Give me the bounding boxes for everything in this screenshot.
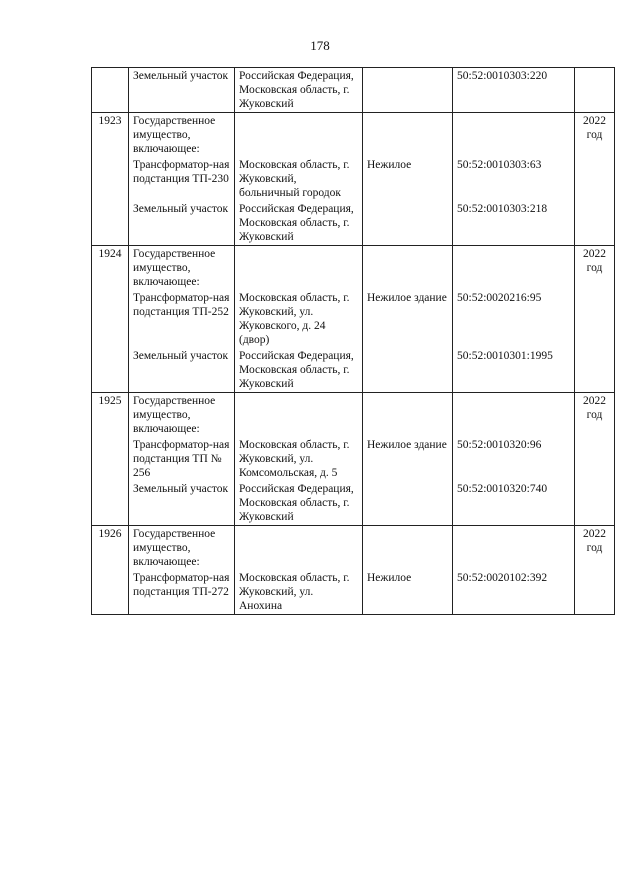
- row-number-cell: 1924: [92, 246, 129, 291]
- address-cell: Московская область, г. Жуковский, больничный городок: [235, 157, 363, 201]
- object-name-cell: Государственное имущество, включающее:: [129, 526, 235, 571]
- purpose-cell: [363, 481, 453, 526]
- object-name-cell: Трансформатор-ная подстанция ТП № 256: [129, 437, 235, 481]
- cadastral-number-cell: 50:52:0020216:95: [453, 290, 575, 348]
- address-cell: Российская Федерация, Московская область, г. Жуковский: [235, 481, 363, 526]
- cadastral-number-cell: [453, 526, 575, 571]
- property-registry-table: [91, 67, 615, 615]
- cadastral-number-cell: 50:52:0020102:392: [453, 570, 575, 615]
- year-cell: [575, 437, 615, 481]
- purpose-cell: Нежилое: [363, 570, 453, 615]
- row-number-cell: [92, 157, 129, 201]
- object-name-cell: Трансформатор-ная подстанция ТП-230: [129, 157, 235, 201]
- row-number-cell: 1925: [92, 393, 129, 438]
- year-cell: [575, 570, 615, 615]
- address-cell: Московская область, г. Жуковский, ул. Анохина: [235, 570, 363, 615]
- cadastral-number-cell: 50:52:0010303:220: [453, 68, 575, 113]
- table-row: [92, 348, 615, 393]
- table-row: [92, 68, 615, 113]
- address-cell: Российская Федерация, Московская область, г. Жуковский: [235, 68, 363, 113]
- table-row: [92, 246, 615, 291]
- object-name-cell: Земельный участок: [129, 348, 235, 393]
- object-name-cell: Государственное имущество, включающее:: [129, 246, 235, 291]
- year-cell: [575, 68, 615, 113]
- row-number-cell: 1926: [92, 526, 129, 571]
- cadastral-number-cell: 50:52:0010320:740: [453, 481, 575, 526]
- table-row: [92, 290, 615, 348]
- year-cell: [575, 201, 615, 246]
- cadastral-number-cell: 50:52:0010303:63: [453, 157, 575, 201]
- purpose-cell: [363, 113, 453, 158]
- object-name-cell: Государственное имущество, включающее:: [129, 393, 235, 438]
- purpose-cell: [363, 246, 453, 291]
- address-cell: [235, 113, 363, 158]
- year-cell: [575, 481, 615, 526]
- year-cell: [575, 348, 615, 393]
- table-row: [92, 526, 615, 571]
- purpose-cell: [363, 393, 453, 438]
- purpose-cell: Нежилое здание: [363, 437, 453, 481]
- purpose-cell: Нежилое здание: [363, 290, 453, 348]
- row-number-cell: [92, 481, 129, 526]
- address-cell: Российская Федерация, Московская область, г. Жуковский: [235, 348, 363, 393]
- year-cell: 2022 год: [575, 113, 615, 158]
- table-row: [92, 481, 615, 526]
- cadastral-number-cell: [453, 393, 575, 438]
- table-row: [92, 570, 615, 615]
- page-number: 178: [310, 38, 330, 53]
- cadastral-number-cell: [453, 246, 575, 291]
- cadastral-number-cell: 50:52:0010320:96: [453, 437, 575, 481]
- purpose-cell: Нежилое: [363, 157, 453, 201]
- row-number-cell: 1923: [92, 113, 129, 158]
- object-name-cell: Земельный участок: [129, 68, 235, 113]
- purpose-cell: [363, 201, 453, 246]
- row-number-cell: [92, 348, 129, 393]
- object-name-cell: Государственное имущество, включающее:: [129, 113, 235, 158]
- address-cell: [235, 526, 363, 571]
- table-row: [92, 393, 615, 438]
- table-row: [92, 157, 615, 201]
- address-cell: Российская Федерация, Московская область, г. Жуковский: [235, 201, 363, 246]
- year-cell: 2022 год: [575, 393, 615, 438]
- address-cell: [235, 393, 363, 438]
- table-row: [92, 113, 615, 158]
- address-cell: Московская область, г. Жуковский, ул. Жуковского, д. 24 (двор): [235, 290, 363, 348]
- year-cell: 2022 год: [575, 526, 615, 571]
- purpose-cell: [363, 348, 453, 393]
- object-name-cell: Трансформатор-ная подстанция ТП-272: [129, 570, 235, 615]
- row-number-cell: [92, 290, 129, 348]
- object-name-cell: Земельный участок: [129, 201, 235, 246]
- object-name-cell: Трансформатор-ная подстанция ТП-252: [129, 290, 235, 348]
- row-number-cell: [92, 68, 129, 113]
- table-row: [92, 437, 615, 481]
- cadastral-number-cell: 50:52:0010303:218: [453, 201, 575, 246]
- year-cell: 2022 год: [575, 246, 615, 291]
- purpose-cell: [363, 526, 453, 571]
- row-number-cell: [92, 201, 129, 246]
- cadastral-number-cell: [453, 113, 575, 158]
- registry-body: [92, 68, 615, 615]
- table-row: [92, 201, 615, 246]
- year-cell: [575, 290, 615, 348]
- address-cell: Московская область, г. Жуковский, ул. Комсомольская, д. 5: [235, 437, 363, 481]
- cadastral-number-cell: 50:52:0010301:1995: [453, 348, 575, 393]
- row-number-cell: [92, 570, 129, 615]
- row-number-cell: [92, 437, 129, 481]
- object-name-cell: Земельный участок: [129, 481, 235, 526]
- address-cell: [235, 246, 363, 291]
- year-cell: [575, 157, 615, 201]
- purpose-cell: [363, 68, 453, 113]
